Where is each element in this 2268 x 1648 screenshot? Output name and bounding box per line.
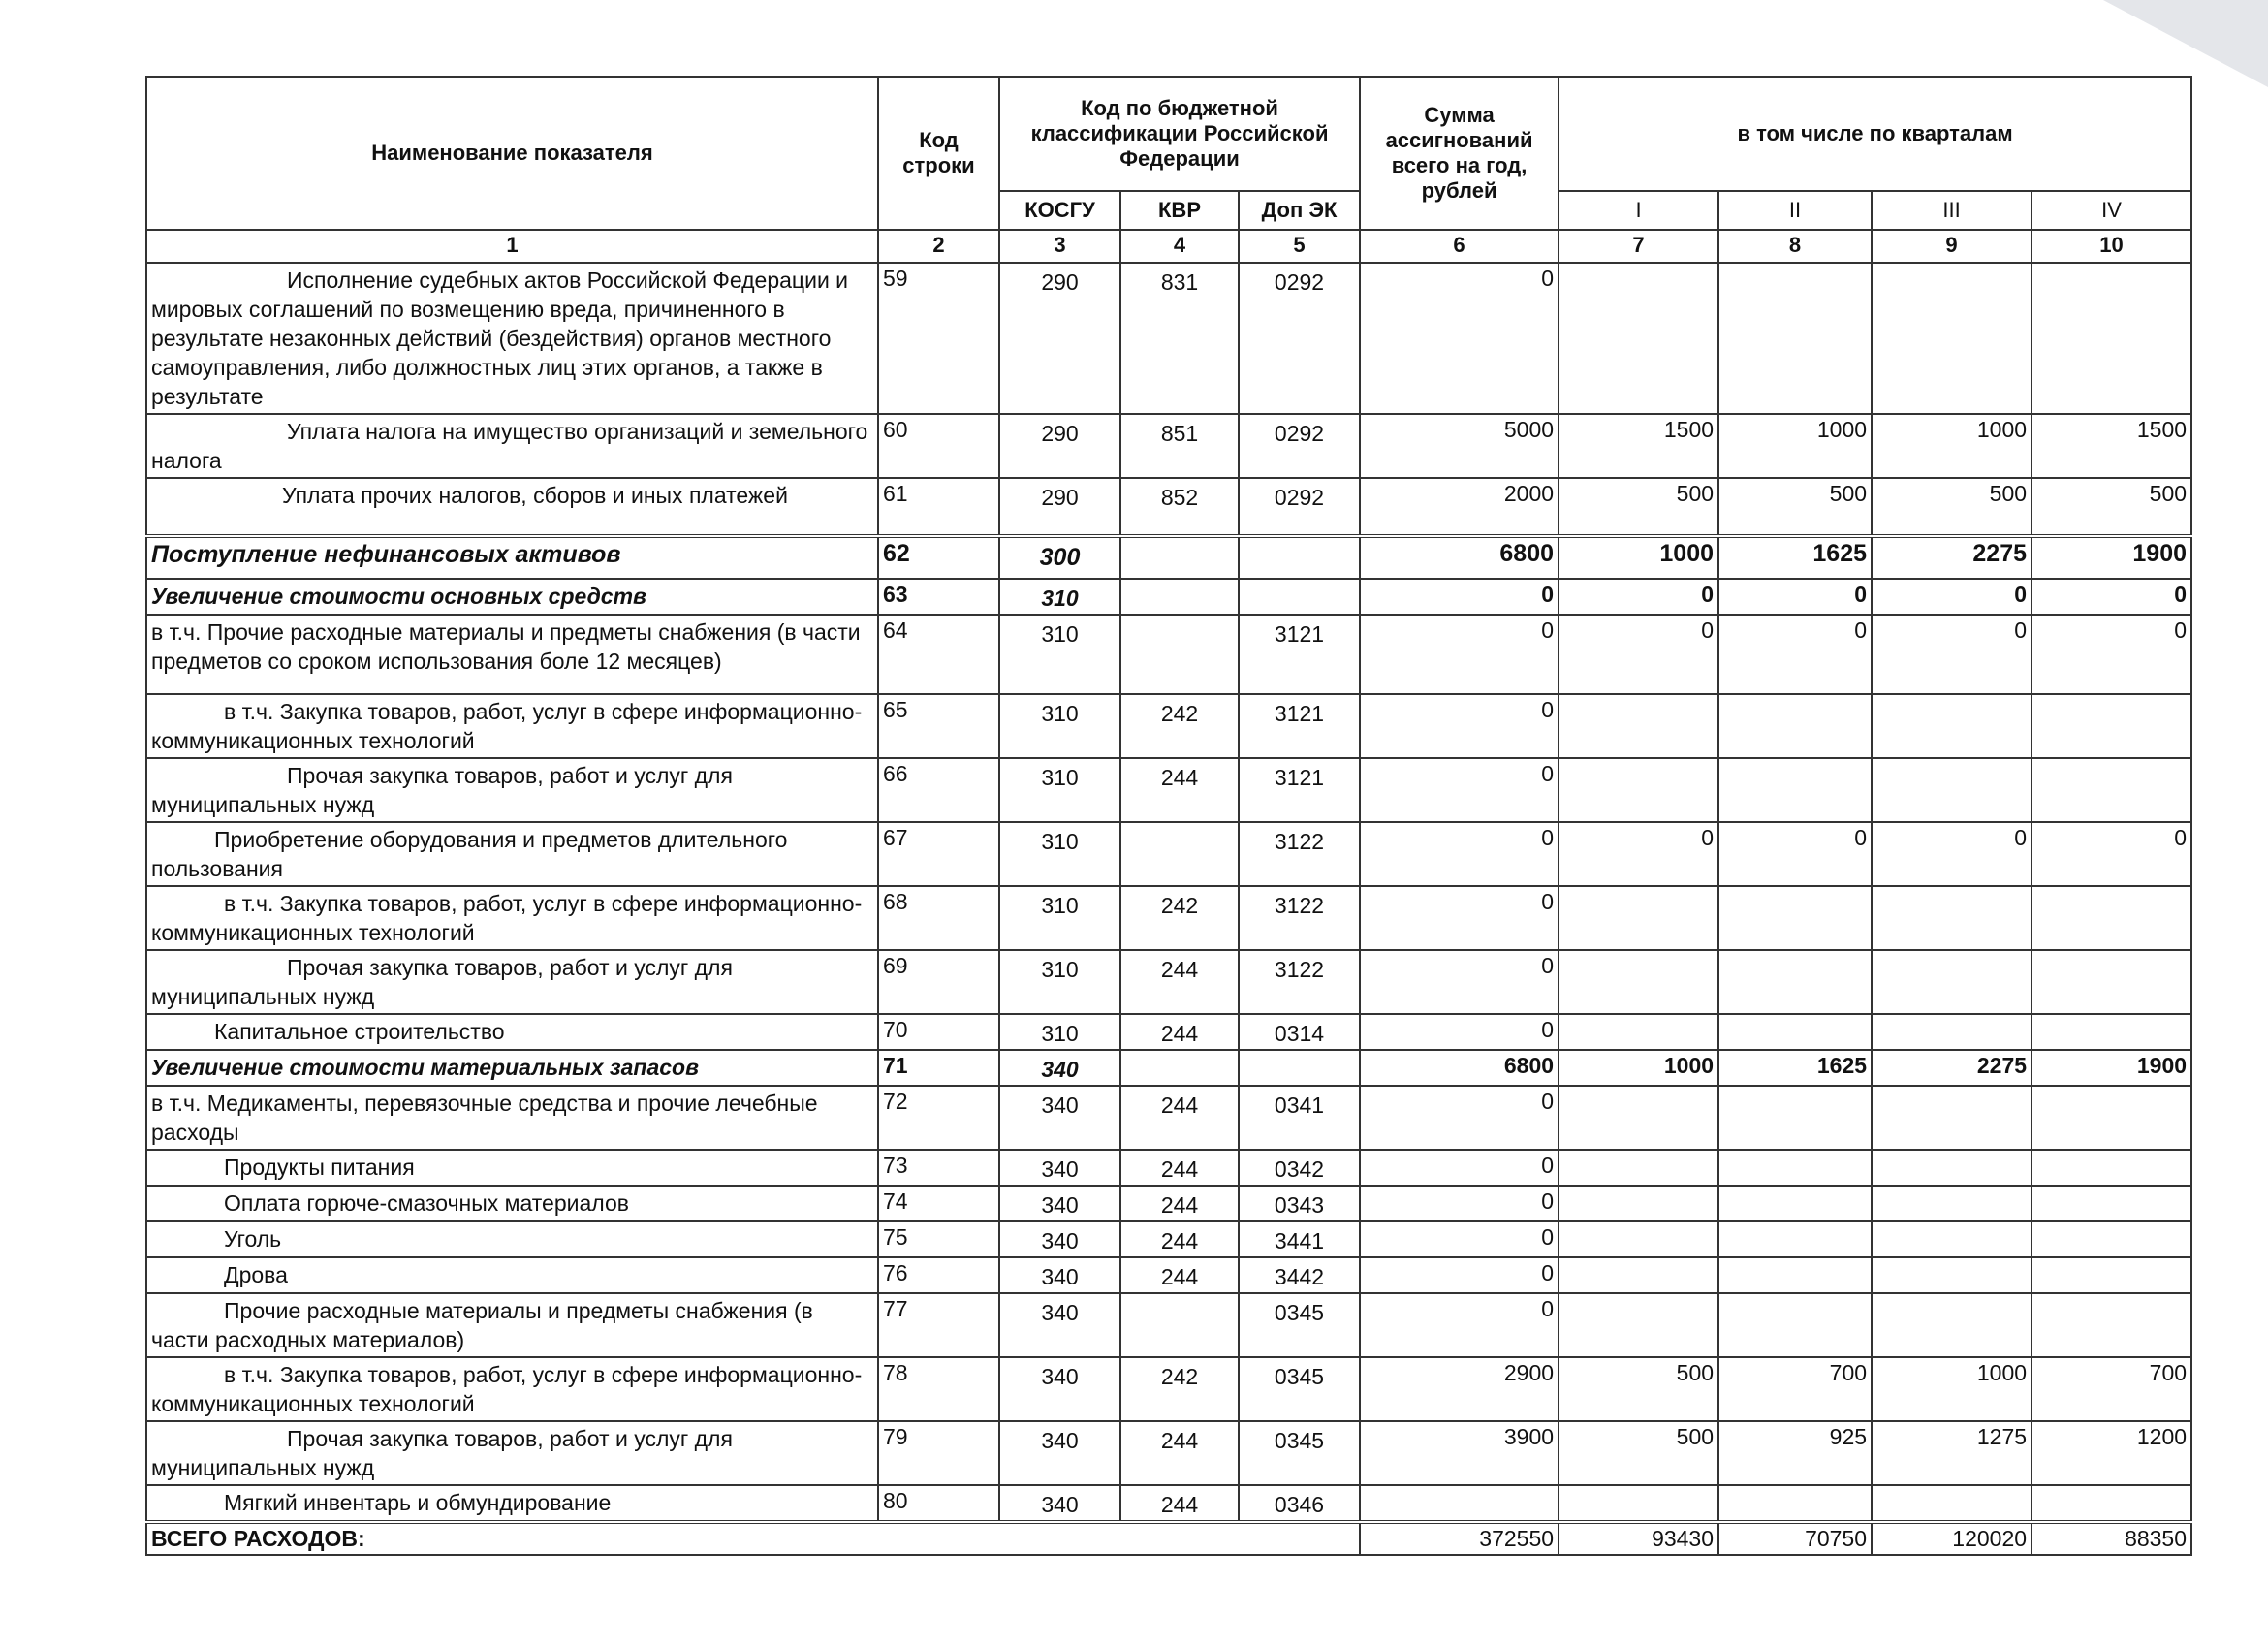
row-total: 0: [1360, 950, 1559, 1014]
header-name: Наименование показателя: [146, 77, 878, 230]
header-bk-group: Код по бюджетной классификации Российской Федерации: [999, 77, 1360, 191]
row-total: 0: [1360, 1186, 1559, 1221]
row-q1: [1559, 1150, 1718, 1186]
row-code: 60: [878, 414, 999, 478]
row-kosgu: 300: [999, 536, 1120, 579]
col-number: 2: [878, 230, 999, 263]
row-code: 74: [878, 1186, 999, 1221]
row-dop-ek: [1239, 579, 1360, 615]
row-name: в т.ч. Закупка товаров, работ, услуг в сфере информационно-коммуникационных технологий: [146, 1357, 878, 1421]
row-code: 62: [878, 536, 999, 579]
row-q4: [2032, 758, 2191, 822]
row-kosgu: 340: [999, 1485, 1120, 1522]
row-q3: [1872, 758, 2032, 822]
row-total: 0: [1360, 694, 1559, 758]
row-total: 0: [1360, 822, 1559, 886]
row-q1: [1559, 1293, 1718, 1357]
row-q3: [1872, 1221, 2032, 1257]
row-q1: 500: [1559, 1421, 1718, 1485]
table-row: [146, 1150, 2191, 1186]
row-dop-ek: [1239, 1050, 1360, 1086]
row-q2: [1718, 1257, 1872, 1293]
col-number: 6: [1360, 230, 1559, 263]
table-row: [146, 1221, 2191, 1257]
table-row: [146, 263, 2191, 414]
row-total: 0: [1360, 1221, 1559, 1257]
row-q1: [1559, 1221, 1718, 1257]
row-kvr: 831: [1120, 263, 1239, 414]
col-number: 5: [1239, 230, 1360, 263]
total-row: [146, 1522, 2191, 1555]
row-q1: [1559, 1186, 1718, 1221]
row-q3: 1000: [1872, 414, 2032, 478]
row-q4: [2032, 950, 2191, 1014]
row-q4: 1200: [2032, 1421, 2191, 1485]
row-code: 79: [878, 1421, 999, 1485]
row-name: в т.ч. Прочие расходные материалы и предметы снабжения (в части предметов со сроком использования боле 12 месяцев): [146, 615, 878, 694]
table-header: [146, 77, 2191, 263]
row-q3: 0: [1872, 579, 2032, 615]
row-dop-ek: 0314: [1239, 1014, 1360, 1050]
column-numbers-row: [146, 230, 2191, 263]
row-q4: [2032, 1485, 2191, 1522]
row-kvr: 244: [1120, 950, 1239, 1014]
row-q1: [1559, 1086, 1718, 1150]
row-q4: [2032, 1186, 2191, 1221]
table-row: [146, 536, 2191, 579]
row-q4: [2032, 1257, 2191, 1293]
row-code: 64: [878, 615, 999, 694]
row-dop-ek: 0292: [1239, 478, 1360, 536]
budget-table: [145, 76, 2192, 1556]
row-dop-ek: 0292: [1239, 414, 1360, 478]
row-name: Прочая закупка товаров, работ и услуг для муниципальных нужд: [146, 950, 878, 1014]
page-corner-fold: [2103, 0, 2268, 87]
row-code: 75: [878, 1221, 999, 1257]
row-q2: [1718, 1221, 1872, 1257]
row-q4: 700: [2032, 1357, 2191, 1421]
row-kosgu: 310: [999, 1014, 1120, 1050]
row-name: Уголь: [146, 1221, 878, 1257]
row-q2: 500: [1718, 478, 1872, 536]
row-name: Капитальное строительство: [146, 1014, 878, 1050]
row-dop-ek: [1239, 536, 1360, 579]
row-q4: 0: [2032, 615, 2191, 694]
row-q4: 0: [2032, 822, 2191, 886]
row-kosgu: 310: [999, 886, 1120, 950]
row-kvr: 244: [1120, 1257, 1239, 1293]
row-kosgu: 340: [999, 1150, 1120, 1186]
row-q3: 2275: [1872, 536, 2032, 579]
row-total: 0: [1360, 615, 1559, 694]
row-name: Увеличение стоимости основных средств: [146, 579, 878, 615]
header-quarters-group: в том числе по кварталам: [1559, 77, 2191, 191]
table-row: [146, 1257, 2191, 1293]
row-q3: [1872, 1186, 2032, 1221]
table-row: [146, 1293, 2191, 1357]
row-q4: [2032, 694, 2191, 758]
header-kosgu: КОСГУ: [999, 191, 1120, 230]
row-code: 61: [878, 478, 999, 536]
row-total: 6800: [1360, 1050, 1559, 1086]
row-q1: 1000: [1559, 1050, 1718, 1086]
row-q2: 0: [1718, 579, 1872, 615]
row-name: Мягкий инвентарь и обмундирование: [146, 1485, 878, 1522]
row-q2: [1718, 263, 1872, 414]
row-kosgu: 310: [999, 758, 1120, 822]
row-name: в т.ч. Закупка товаров, работ, услуг в сфере информационно-коммуникационных технологий: [146, 694, 878, 758]
row-total: 0: [1360, 1257, 1559, 1293]
row-dop-ek: 3442: [1239, 1257, 1360, 1293]
row-code: 68: [878, 886, 999, 950]
table-row: [146, 579, 2191, 615]
row-kvr: [1120, 822, 1239, 886]
col-number: 10: [2032, 230, 2191, 263]
table-row: [146, 1485, 2191, 1522]
row-q3: [1872, 1150, 2032, 1186]
row-total: 0: [1360, 758, 1559, 822]
table-row: [146, 1086, 2191, 1150]
row-q3: 0: [1872, 615, 2032, 694]
row-kvr: 244: [1120, 1485, 1239, 1522]
row-dop-ek: 0342: [1239, 1150, 1360, 1186]
table-row: [146, 414, 2191, 478]
row-total: 0: [1360, 579, 1559, 615]
row-q2: [1718, 758, 1872, 822]
table-row: [146, 1014, 2191, 1050]
header-q4: IV: [2032, 191, 2191, 230]
row-total: 3900: [1360, 1421, 1559, 1485]
row-kosgu: 310: [999, 822, 1120, 886]
row-q3: [1872, 263, 2032, 414]
table-row: [146, 1357, 2191, 1421]
row-q2: 1000: [1718, 414, 1872, 478]
row-total: 2000: [1360, 478, 1559, 536]
row-q4: 1500: [2032, 414, 2191, 478]
row-dop-ek: 3122: [1239, 950, 1360, 1014]
row-q4: [2032, 886, 2191, 950]
row-q1: 500: [1559, 1357, 1718, 1421]
row-q2: 700: [1718, 1357, 1872, 1421]
row-q4: [2032, 263, 2191, 414]
row-kosgu: 340: [999, 1257, 1120, 1293]
row-code: 65: [878, 694, 999, 758]
row-dop-ek: 3121: [1239, 694, 1360, 758]
row-q3: 1275: [1872, 1421, 2032, 1485]
col-number: 9: [1872, 230, 2032, 263]
row-q3: 0: [1872, 822, 2032, 886]
budget-sheet: [145, 76, 2190, 1556]
row-code: 59: [878, 263, 999, 414]
header-dop-ek: Доп ЭК: [1239, 191, 1360, 230]
row-kosgu: 310: [999, 950, 1120, 1014]
row-kosgu: 290: [999, 414, 1120, 478]
row-kosgu: 310: [999, 615, 1120, 694]
row-q1: [1559, 950, 1718, 1014]
row-name: Исполнение судебных актов Российской Федерации и мировых соглашений по возмещению вреда, причиненного в результате незаконных действий (бездействия) органов местного самоуправления, либо должностных лиц этих органов, а также в результате: [146, 263, 878, 414]
row-q3: 500: [1872, 478, 2032, 536]
col-number: 1: [146, 230, 878, 263]
row-kvr: 244: [1120, 758, 1239, 822]
row-kvr: 242: [1120, 1357, 1239, 1421]
table-body: [146, 263, 2191, 1522]
row-kvr: [1120, 615, 1239, 694]
row-name: Прочая закупка товаров, работ и услуг для муниципальных нужд: [146, 1421, 878, 1485]
row-q2: [1718, 886, 1872, 950]
row-q4: 500: [2032, 478, 2191, 536]
row-q1: 1500: [1559, 414, 1718, 478]
row-kvr: [1120, 579, 1239, 615]
row-q4: [2032, 1293, 2191, 1357]
row-q1: [1559, 694, 1718, 758]
row-total: 0: [1360, 1150, 1559, 1186]
row-q2: 1625: [1718, 536, 1872, 579]
row-name: Оплата горюче-смазочных материалов: [146, 1186, 878, 1221]
row-name: Прочая закупка товаров, работ и услуг для муниципальных нужд: [146, 758, 878, 822]
row-q1: [1559, 886, 1718, 950]
row-kvr: 852: [1120, 478, 1239, 536]
row-kosgu: 340: [999, 1186, 1120, 1221]
row-q4: [2032, 1014, 2191, 1050]
row-q3: [1872, 1086, 2032, 1150]
table-row: [146, 1050, 2191, 1086]
row-total: 6800: [1360, 536, 1559, 579]
row-dop-ek: 3121: [1239, 615, 1360, 694]
row-dop-ek: 0343: [1239, 1186, 1360, 1221]
row-q1: 0: [1559, 579, 1718, 615]
row-q2: [1718, 1293, 1872, 1357]
row-q4: [2032, 1086, 2191, 1150]
row-q1: [1559, 1014, 1718, 1050]
table-row: [146, 822, 2191, 886]
row-q4: [2032, 1150, 2191, 1186]
row-q3: [1872, 1257, 2032, 1293]
row-name: Уплата прочих налогов, сборов и иных платежей: [146, 478, 878, 536]
row-kosgu: 310: [999, 579, 1120, 615]
header-q3: III: [1872, 191, 2032, 230]
row-kosgu: 340: [999, 1421, 1120, 1485]
row-name: Уплата налога на имущество организаций и земельного налога: [146, 414, 878, 478]
row-total: [1360, 1485, 1559, 1522]
row-name: в т.ч. Закупка товаров, работ, услуг в сфере информационно-коммуникационных технологий: [146, 886, 878, 950]
row-dop-ek: 0345: [1239, 1293, 1360, 1357]
col-number: 4: [1120, 230, 1239, 263]
row-kosgu: 340: [999, 1050, 1120, 1086]
row-q2: 0: [1718, 615, 1872, 694]
row-dop-ek: 0345: [1239, 1421, 1360, 1485]
row-q1: [1559, 1257, 1718, 1293]
total-q1: 93430: [1559, 1522, 1718, 1555]
row-code: 63: [878, 579, 999, 615]
table-row: [146, 1186, 2191, 1221]
row-name: в т.ч. Медикаменты, перевязочные средства и прочие лечебные расходы: [146, 1086, 878, 1150]
row-q2: [1718, 1186, 1872, 1221]
row-code: 78: [878, 1357, 999, 1421]
row-total: 0: [1360, 263, 1559, 414]
row-q3: [1872, 886, 2032, 950]
row-kvr: 244: [1120, 1221, 1239, 1257]
row-code: 70: [878, 1014, 999, 1050]
total-q2: 70750: [1718, 1522, 1872, 1555]
row-q1: 0: [1559, 822, 1718, 886]
row-kvr: 851: [1120, 414, 1239, 478]
row-kosgu: 290: [999, 478, 1120, 536]
row-dop-ek: 0345: [1239, 1357, 1360, 1421]
row-q2: 0: [1718, 822, 1872, 886]
row-kvr: [1120, 536, 1239, 579]
row-total: 0: [1360, 1014, 1559, 1050]
col-number: 3: [999, 230, 1120, 263]
row-kvr: 242: [1120, 886, 1239, 950]
total-q4: 88350: [2032, 1522, 2191, 1555]
row-q2: [1718, 950, 1872, 1014]
row-kosgu: 340: [999, 1293, 1120, 1357]
row-q2: [1718, 1150, 1872, 1186]
header-q1: I: [1559, 191, 1718, 230]
row-q3: 2275: [1872, 1050, 2032, 1086]
row-total: 0: [1360, 886, 1559, 950]
row-code: 80: [878, 1485, 999, 1522]
row-q4: 1900: [2032, 1050, 2191, 1086]
header-q2: II: [1718, 191, 1872, 230]
row-code: 67: [878, 822, 999, 886]
row-kvr: [1120, 1050, 1239, 1086]
table-row: [146, 694, 2191, 758]
row-dop-ek: 0292: [1239, 263, 1360, 414]
header-sum-year: Сумма ассигнований всего на год, рублей: [1360, 77, 1559, 230]
table-row: [146, 478, 2191, 536]
row-dop-ek: 3122: [1239, 822, 1360, 886]
row-name: Продукты питания: [146, 1150, 878, 1186]
row-q1: 500: [1559, 478, 1718, 536]
row-kvr: 244: [1120, 1086, 1239, 1150]
row-dop-ek: 3441: [1239, 1221, 1360, 1257]
row-name: Поступление нефинансовых активов: [146, 536, 878, 579]
row-dop-ek: 0346: [1239, 1485, 1360, 1522]
row-kvr: 242: [1120, 694, 1239, 758]
row-total: 0: [1360, 1086, 1559, 1150]
row-q1: 1000: [1559, 536, 1718, 579]
row-q3: [1872, 950, 2032, 1014]
row-name: Дрова: [146, 1257, 878, 1293]
row-code: 76: [878, 1257, 999, 1293]
table-row: [146, 615, 2191, 694]
row-kvr: 244: [1120, 1150, 1239, 1186]
total-label: ВСЕГО РАСХОДОВ:: [146, 1522, 1360, 1555]
row-q2: [1718, 1014, 1872, 1050]
row-kosgu: 340: [999, 1086, 1120, 1150]
row-q3: [1872, 694, 2032, 758]
row-dop-ek: 3121: [1239, 758, 1360, 822]
row-q2: 1625: [1718, 1050, 1872, 1086]
row-q2: [1718, 1086, 1872, 1150]
row-q2: 925: [1718, 1421, 1872, 1485]
row-code: 77: [878, 1293, 999, 1357]
row-q3: [1872, 1014, 2032, 1050]
row-q4: 1900: [2032, 536, 2191, 579]
row-q4: 0: [2032, 579, 2191, 615]
row-q2: [1718, 694, 1872, 758]
row-code: 73: [878, 1150, 999, 1186]
total-q3: 120020: [1872, 1522, 2032, 1555]
col-number: 7: [1559, 230, 1718, 263]
row-code: 66: [878, 758, 999, 822]
row-q3: [1872, 1293, 2032, 1357]
row-dop-ek: 3122: [1239, 886, 1360, 950]
row-kosgu: 340: [999, 1357, 1120, 1421]
col-number: 8: [1718, 230, 1872, 263]
row-code: 72: [878, 1086, 999, 1150]
row-kosgu: 290: [999, 263, 1120, 414]
table-row: [146, 758, 2191, 822]
row-name: Приобретение оборудования и предметов длительного пользования: [146, 822, 878, 886]
table-row: [146, 950, 2191, 1014]
row-q1: [1559, 1485, 1718, 1522]
row-q1: 0: [1559, 615, 1718, 694]
row-code: 71: [878, 1050, 999, 1086]
row-q4: [2032, 1221, 2191, 1257]
row-kvr: 244: [1120, 1186, 1239, 1221]
row-total: 0: [1360, 1293, 1559, 1357]
header-code-line: Код строки: [878, 77, 999, 230]
row-total: 5000: [1360, 414, 1559, 478]
row-name: Прочие расходные материалы и предметы снабжения (в части расходных материалов): [146, 1293, 878, 1357]
row-kvr: 244: [1120, 1421, 1239, 1485]
row-kosgu: 340: [999, 1221, 1120, 1257]
row-q1: [1559, 758, 1718, 822]
row-total: 2900: [1360, 1357, 1559, 1421]
total-sum: 372550: [1360, 1522, 1559, 1555]
row-name: Увеличение стоимости материальных запасов: [146, 1050, 878, 1086]
row-q3: 1000: [1872, 1357, 2032, 1421]
row-q2: [1718, 1485, 1872, 1522]
row-kosgu: 310: [999, 694, 1120, 758]
row-code: 69: [878, 950, 999, 1014]
row-q1: [1559, 263, 1718, 414]
row-kvr: [1120, 1293, 1239, 1357]
row-dop-ek: 0341: [1239, 1086, 1360, 1150]
row-q3: [1872, 1485, 2032, 1522]
header-kvr: КВР: [1120, 191, 1239, 230]
table-row: [146, 1421, 2191, 1485]
table-row: [146, 886, 2191, 950]
row-kvr: 244: [1120, 1014, 1239, 1050]
